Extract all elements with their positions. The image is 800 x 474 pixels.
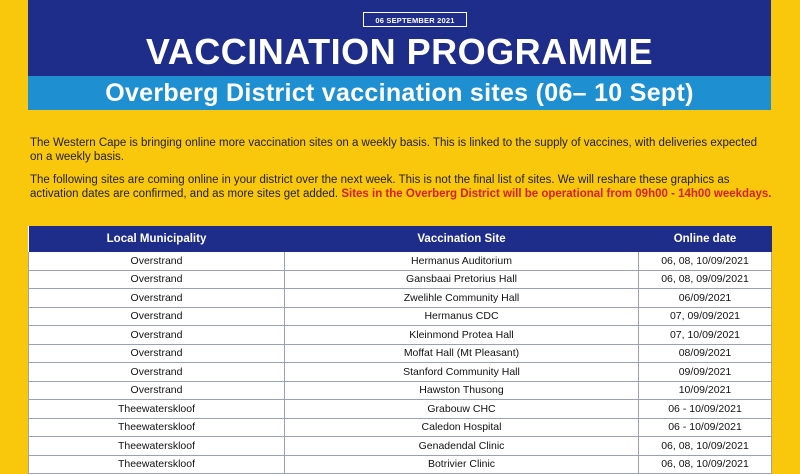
table-row (29, 344, 772, 363)
table-row (29, 418, 772, 437)
cell-municipality: Overstrand (29, 252, 285, 270)
cell-site: Hermanus Auditorium (285, 252, 639, 270)
cell-municipality: Overstrand (29, 363, 285, 382)
cell-site: Gansbaai Pretorius Hall (285, 270, 639, 289)
column-header-site: Vaccination Site (285, 226, 639, 252)
cell-municipality: Theewaterskloof (29, 437, 285, 456)
cell-date: 06, 08, 09/09/2021 (639, 270, 772, 289)
cell-municipality: Overstrand (29, 344, 285, 363)
intro-paragraph-2-text: The following sites are coming online in your district over the next week. This is not the final list of sites. We will reshare these graphics as activation dates are confirmed, and as more sites get added. (30, 174, 730, 200)
cell-municipality: Theewaterskloof (29, 400, 285, 419)
cell-municipality: Theewaterskloof (29, 455, 285, 474)
cell-site: Genadendal Clinic (285, 437, 639, 456)
cell-site: Stanford Community Hall (285, 363, 639, 382)
cell-municipality: Overstrand (29, 307, 285, 326)
cell-municipality: Overstrand (29, 270, 285, 289)
cell-date: 07, 09/09/2021 (639, 307, 772, 326)
cell-site: Botrivier Clinic (285, 455, 639, 474)
cell-municipality: Overstrand (29, 381, 285, 400)
cell-date: 06/09/2021 (639, 289, 772, 308)
column-header-municipality: Local Municipality (29, 226, 285, 252)
cell-date: 06, 08, 10/09/2021 (639, 437, 772, 456)
cell-date: 09/09/2021 (639, 363, 772, 382)
page-title: VACCINATION PROGRAMME (145, 31, 654, 72)
intro-paragraph-1: The Western Cape is bringing online more vaccination sites on a weekly basis. This is linked to the supply of vaccines, with deliveries expected on a weekly basis. (30, 137, 757, 163)
cell-site: Hermanus CDC (285, 307, 639, 326)
vaccination-sites-table (28, 226, 771, 474)
table-row (29, 252, 772, 270)
cell-date: 10/09/2021 (639, 381, 772, 400)
cell-date: 06, 08, 10/09/2021 (639, 455, 772, 474)
cell-date: 06 - 10/09/2021 (639, 400, 772, 419)
cell-municipality: Theewaterskloof (29, 418, 285, 437)
cell-date: 06, 08, 10/09/2021 (639, 252, 772, 270)
table-row (29, 437, 772, 456)
table-row (29, 289, 772, 308)
cell-date: 07, 10/09/2021 (639, 326, 772, 345)
cell-site: Kleinmond Protea Hall (285, 326, 639, 345)
cell-site: Caledon Hospital (285, 418, 639, 437)
cell-site: Grabouw CHC (285, 400, 639, 419)
cell-site: Zwelihle Community Hall (285, 289, 639, 308)
table-row (29, 455, 772, 474)
cell-site: Hawston Thusong (285, 381, 639, 400)
date-badge: 06 SEPTEMBER 2021 (363, 12, 467, 27)
table-row (29, 363, 772, 382)
table-row (29, 307, 772, 326)
operating-hours-notice: Sites in the Overberg District will be operational from 09h00 - 14h00 weekdays. (341, 188, 772, 200)
table-header-row (29, 226, 772, 252)
table-row (29, 326, 772, 345)
cell-site: Moffat Hall (Mt Pleasant) (285, 344, 639, 363)
cell-date: 06 - 10/09/2021 (639, 418, 772, 437)
header-banner (28, 0, 771, 110)
cell-date: 08/09/2021 (639, 344, 772, 363)
cell-municipality: Overstrand (29, 326, 285, 345)
table-row (29, 381, 772, 400)
cell-municipality: Overstrand (29, 289, 285, 308)
table-row (29, 400, 772, 419)
column-header-date: Online date (639, 226, 772, 252)
intro-paragraph-2 (30, 173, 772, 201)
table-row (29, 270, 772, 289)
page-subtitle: Overberg District vaccination sites (06– 10 Sept) (105, 79, 694, 107)
subtitle-bar (28, 76, 771, 110)
